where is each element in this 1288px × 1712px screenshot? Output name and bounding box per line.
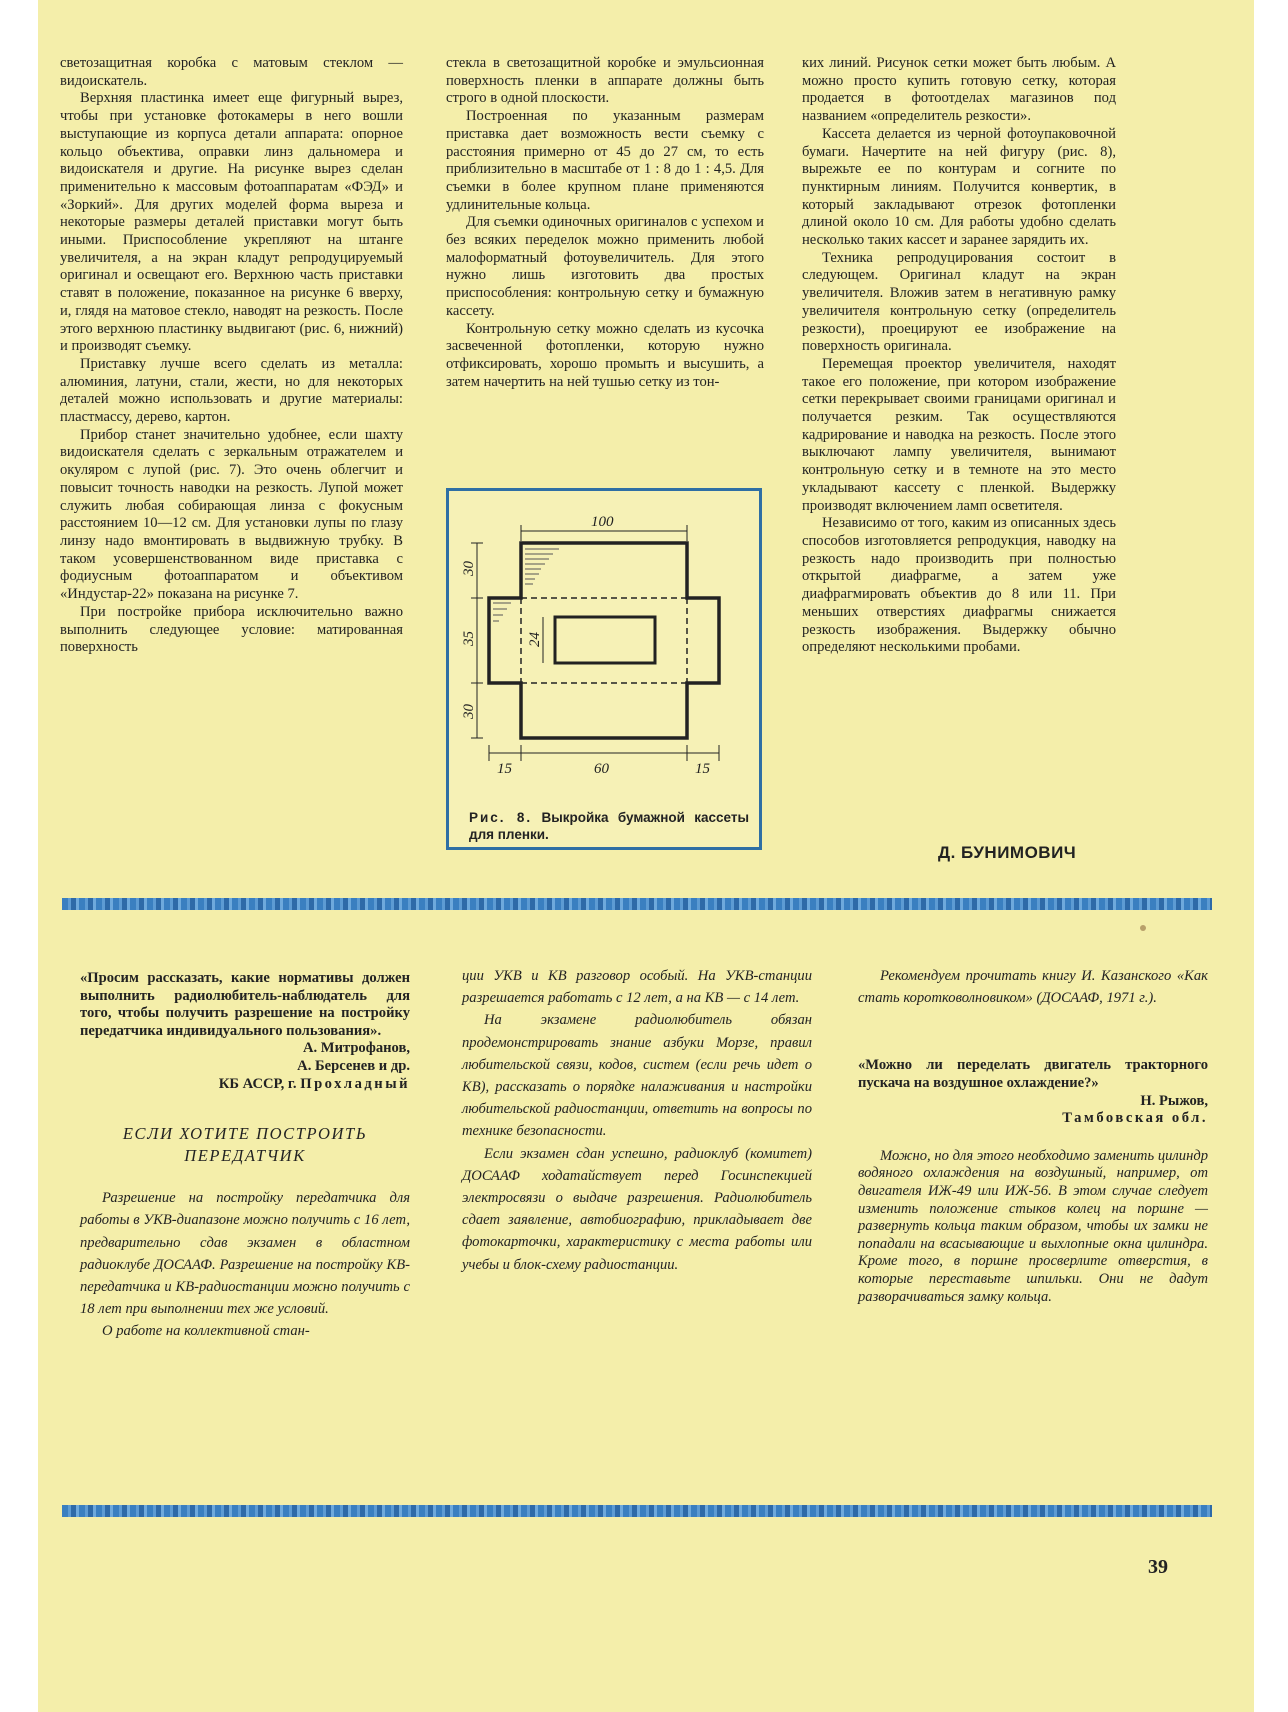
paragraph: Прибор станет значительно удобнее, если шахту видоискателя сделать с зеркальным отражателем и окуляром с лупой (рис. 7). Это очень облегчит и повысит точность наводки на резкость. Лупой может служить любая собирающая линза с фокусным расстоянием 10—12 см. Для установки лупы по глазу линзу надо вмонтировать в выдвижную трубку. В таком усовершенствованном виде приставка с фодиусным фотоаппаратом и объективом «Индустар-22» показана на рисунке 7. (60, 426, 403, 603)
page-number: 39 (1148, 1556, 1168, 1578)
paragraph: Контрольную сетку можно сделать из кусочка засвеченной фотопленки, которую нужно отфиксировать, хорошо промыть и высушить, а затем начертить на ней тушью сетку из тон- (446, 320, 764, 390)
answer-text (858, 1148, 1208, 1306)
question-place (80, 1076, 410, 1094)
answer-heading: ЕСЛИ ХОТИТЕ ПОСТРОИТЬ ПЕРЕДАТЧИК (122, 1124, 368, 1166)
magazine-page (38, 0, 1254, 1712)
dim-label-top: 100 (591, 514, 614, 530)
paragraph: Независимо от того, каким из описанных здесь способов изготовляется репродукция, наводку на резкость надо производить при полностью открытой диафрагме, а затем уже диафрагмировать объектив до 8 или 11. При меньших отверстиях диафрагмы снижается резкость изображения. Выдержку обычно определяют несколькими пробами. (802, 515, 1116, 656)
question-author: А. Берсенев и др. (297, 1057, 410, 1074)
question-author: Н. Рыжов, (1140, 1092, 1208, 1109)
question-place-city: Прохладный (300, 1075, 410, 1092)
cassette-pattern-drawing (449, 491, 759, 801)
figure-8-box (446, 488, 762, 850)
paragraph: ких линий. Рисунок сетки может быть любым. А можно просто купить готовую сетку, которая продается в фотоотделах магазинов под названием «определитель резкости». (802, 55, 1116, 125)
hatching (493, 549, 559, 621)
question-author: А. Митрофанов, (302, 1040, 410, 1057)
paragraph: Кассета делается из черной фотоупаковочной бумаги. Начертите на ней фигуру (рис. 8), вырежьте ее по контурам и согните по пунктирным линиям. Получится конвертик, в который закладывают отрезок фотопленки длиной около 10 см. Для работы удобно сделать несколько таких кассет и заранее зарядить их. (802, 125, 1116, 249)
paragraph: Перемещая проектор увеличителя, находят такое его положение, при котором изображение сетки перекрывает своими границами оригинал и получается резким. Так осуществляются кадрирование и наводка на резкость. После этого выключают лампу увеличителя, вынимают контрольную сетку и в темноте на это место укладывают кассету с пленкой. Выдержку производят включением ламп осветителя. (802, 355, 1116, 514)
figure-caption-text: Выкройка бумажной кассеты для пленки. (469, 810, 749, 842)
pattern-outline (489, 543, 719, 738)
paragraph: Если экзамен сдан успешно, радиоклуб (комитет) ДОСААФ ходатайствует перед Госинспекцией электросвязи о выдаче разрешения. Радиолюбитель сдает заявление, автобиографию, прикладывает две фотокарточки, характеристику с места работы или учебы и блок-схему радиостанции. (462, 1145, 812, 1273)
figure-caption (469, 809, 749, 843)
print-speck (1140, 925, 1146, 931)
article-column-2 (446, 55, 764, 391)
paragraph: светозащитная коробка с матовым стеклом — видоискатель. (60, 55, 403, 89)
dim-label-left-mid: 35 (461, 631, 477, 646)
author-signature: Д. БУНИМОВИЧ (938, 843, 1077, 862)
paragraph: Рекомендуем прочитать книгу И. Казанского «Как стать коротковолновиком» (ДОСААФ, 1971 г.). (858, 968, 1208, 1007)
reader-question: «Можно ли переделать двигатель тракторного пускача на воздушное охлаждение?» (858, 1057, 1208, 1091)
question-region: Тамбовская обл. (1062, 1110, 1208, 1127)
paragraph: ции УКВ и КВ разговор особый. На УКВ-станции разрешается работать с 12 лет, а на КВ — с 14 лет. (462, 968, 812, 1007)
paragraph: Верхняя пластинка имеет еще фигурный вырез, чтобы при установке фотокамеры в него вошли выступающие из корпуса детали аппарата: опорное кольцо объектива, оправки линз дальномера и видоискателя и другие. На рисунке вырез сделан применительно к массовым фотоаппаратам «ФЭД» и «Зоркий». Для других моделей форма выреза и некоторые размеры деталей приставки могут быть иными. Приспособление укрепляют на штанге увеличителя, а на экран кладут репродуцируемый оригинал и освещают его. Верхнюю часть приставки ставят в положение, показанное на рисунке 6 вверху, и, глядя на матовое стекло, наводят на резкость. После этого верхнюю пластинку выдвигают (рис. 6, нижний) и производят съемку. (60, 90, 403, 355)
paragraph: О работе на коллективной стан- (102, 1323, 310, 1340)
figure-caption-label: Рис. 8. (469, 810, 533, 825)
decorative-divider-band (62, 1505, 1212, 1517)
paragraph: стекла в светозащитной коробке и эмульсионная поверхность пленки в аппарате должны быть строго в одной плоскости. (446, 55, 764, 107)
qa-column-left (80, 970, 410, 1343)
reader-question: «Просим рассказать, какие нормативы должен выполнить радиолюбитель-наблюдатель для того, чтобы получить разрешение на постройку передатчика индивидуального пользования». (80, 970, 410, 1039)
paragraph: Можно, но для этого необходимо заменить цилиндр водяного охлаждения на воздушный, например, от двигателя ИЖ-49 или ИЖ-56. В этом случае следует изменить положение стыков колец на поршне — развернуть кольца таким образом, чтобы их замки не попадали на всасывающие и выхлопные окна цилиндра. Кроме того, в поршне просверлите отверстия, в которые переставьте шпильки. Они не дадут разворачиваться замку кольца. (858, 1147, 1208, 1305)
paragraph: Разрешение на постройку передатчика для работы в УКВ-диапазоне можно получить с 16 лет, предварительно сдав экзамен в областном радиоклубе ДОСААФ. Разрешение на постройку КВ-передатчика и КВ-радиостанции можно получить с 18 лет при выполнении тех же условий. (80, 1190, 410, 1318)
dim-label-bottom-left: 15 (497, 761, 512, 777)
qa-column-right (858, 965, 1208, 1306)
dim-label-left-bottom: 30 (461, 704, 477, 719)
paragraph: При постройке прибора исключительно важно выполнить следующее условие: матированная поверхность (60, 603, 403, 656)
article-column-3 (802, 55, 1116, 657)
question-place-prefix: КБ АССР, г. (218, 1075, 301, 1092)
paragraph: Построенная по указанным размерам приставка дает возможность вести съемку с расстояния примерно от 45 до 27 см, то есть приблизительно в масштабе от 1 : 8 до 1 : 4,5. Для съемки в более крупном плане применяются удлинительные кольца. (446, 108, 764, 213)
dimension-lines (471, 525, 719, 761)
decorative-divider-band (62, 898, 1212, 910)
qa-column-middle (462, 965, 812, 1276)
paragraph: На экзамене радиолюбитель обязан продемонстрировать знание азбуки Морзе, правил любительской связи, кодов, систем (если речь идет о КВ), рассказать о порядке налаживания и настройки любительской радиостанции, ответить на вопросы по технике безопасности. (462, 1012, 812, 1140)
book-recommendation (858, 965, 1208, 1009)
paragraph: Техника репродуцирования состоит в следующем. Оригинал кладут на экран увеличителя. Вложив затем в негативную рамку увеличителя контрольную сетку (определитель резкости), проецируют ее изображение на поверхность оригинала. (802, 249, 1116, 355)
paragraph: Для съемки одиночных оригиналов с успехом и без всяких переделок можно применить любой малоформатный фотоувеличитель. Для этого нужно лишь изготовить два простых приспособления: контрольную сетку и бумажную кассету. (446, 214, 764, 319)
article-column-1 (60, 55, 403, 657)
inner-window (555, 617, 655, 663)
dim-label-bottom-right: 15 (695, 761, 710, 777)
dim-label-bottom-mid: 60 (594, 761, 609, 777)
paragraph: Приставку лучше всего сделать из металла: алюминия, латуни, стали, жести, но для некоторых деталей можно использовать и другие материалы: пластмассу, дерево, картон. (60, 355, 403, 426)
dim-label-left-top: 30 (461, 561, 477, 576)
dim-label-inner: 24 (527, 632, 543, 647)
answer-text (80, 1187, 410, 1342)
